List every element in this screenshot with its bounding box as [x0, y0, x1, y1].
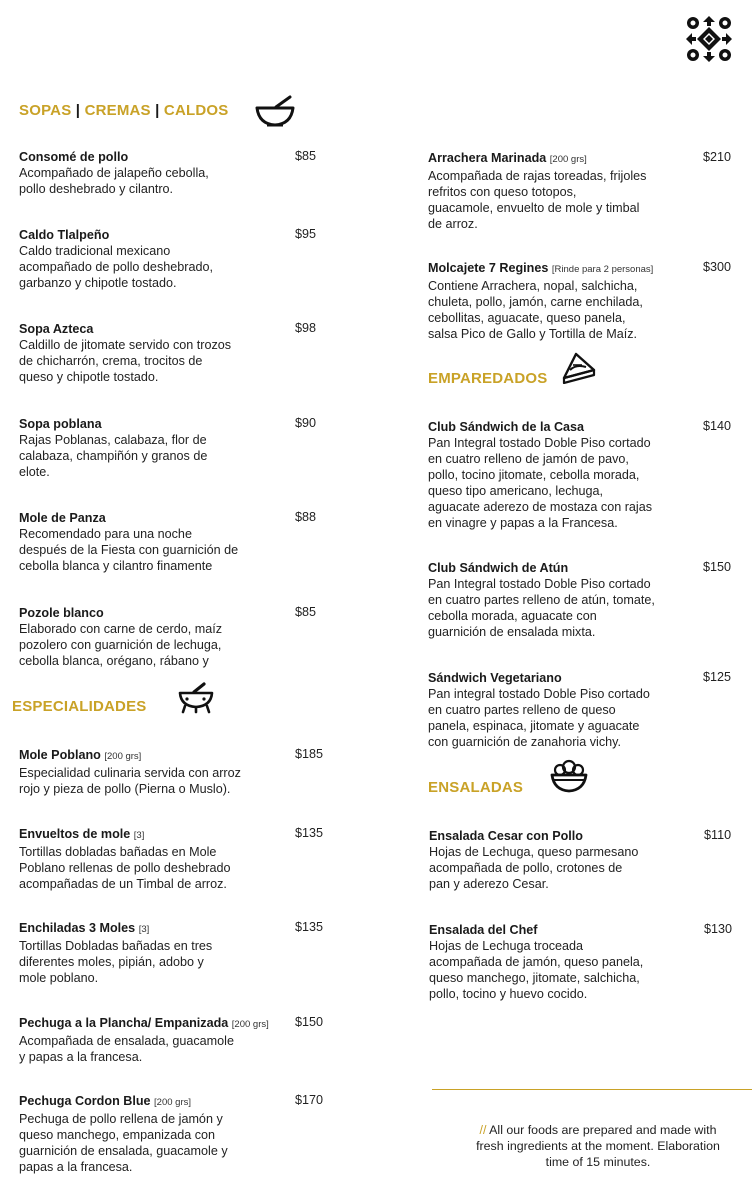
menu-item-description: Rajas Poblanas, calabaza, flor de — [19, 433, 207, 447]
menu-item-portion: [200 grs] — [231, 1019, 269, 1030]
menu-item-price: $135 — [295, 920, 324, 934]
menu-item-description: cebollitas, aguacate, queso panela, — [428, 311, 626, 326]
menu-item-description: Caldo tradicional mexicano — [19, 244, 171, 258]
menu-item-description: cebolla blanca y cilantro finamente — [19, 559, 213, 574]
menu-item-name — [19, 510, 238, 526]
section-label-cremas: CREMAS — [84, 102, 151, 119]
menu-item-description: acompañada de jamón, queso panela, — [429, 955, 644, 970]
menu-item-price: $95 — [295, 227, 317, 241]
menu-item-price: $150 — [703, 560, 732, 574]
menu-item-price: $125 — [703, 670, 732, 684]
menu-item-title: Club Sándwich de Atún — [428, 561, 569, 575]
section-title-emparedados: EMPAREDADOS — [428, 370, 548, 387]
menu-item — [19, 321, 231, 385]
menu-item-name — [19, 826, 230, 844]
menu-item-description: queso manchego, empanizada con — [19, 1128, 216, 1143]
menu-item-description: queso tipo americano, lechuga, — [428, 484, 604, 499]
menu-item-description: Acompañada de ensalada, guacamole — [19, 1034, 234, 1048]
menu-item-name — [19, 1093, 228, 1111]
menu-item-description: Especialidad culinaria servida con arroz — [19, 766, 241, 780]
menu-item-title: Consomé de pollo — [19, 150, 129, 164]
section-separator: | — [75, 102, 81, 119]
menu-item-name — [19, 149, 209, 165]
menu-item-description: Acompañada de rajas toreadas, frijoles — [428, 169, 647, 183]
menu-item-description: mole poblano. — [19, 971, 99, 986]
menu-item-description: Recomendado para una noche — [19, 527, 192, 541]
menu-item-description: aguacate aderezo de mostaza con rajas — [428, 500, 653, 515]
menu-item-title: Club Sándwich de la Casa — [428, 420, 585, 434]
menu-item-description: acompañado de pollo deshebrado, — [19, 260, 213, 275]
menu-item-portion: [200 grs] — [549, 154, 587, 165]
menu-item-description: en cuatro relleno de jamón de pavo, — [428, 452, 629, 467]
menu-item-price: $130 — [704, 922, 733, 936]
section-title-especialidades: ESPECIALIDADES — [12, 698, 147, 715]
footer-line: fresh ingredients at the moment. Elaboration — [476, 1139, 720, 1154]
menu-item-portion: [3] — [133, 830, 145, 841]
menu-item-title: Ensalada Cesar con Pollo — [429, 829, 583, 843]
menu-item-name — [428, 150, 646, 168]
menu-item-description: Hojas de Lechuga, queso parmesano — [429, 845, 639, 859]
menu-item-title: Envueltos de mole — [19, 827, 131, 841]
menu-item-description: en vinagre y papas a la Francesa. — [428, 516, 618, 531]
menu-item-description: panela, espinaca, jitomate y aguacate — [428, 719, 640, 734]
menu-item-description: salsa Pico de Gallo y Tortilla de Maíz. — [428, 327, 638, 342]
menu-item-name — [19, 1015, 269, 1033]
menu-item-description: de arroz. — [428, 217, 478, 232]
menu-item-description: Hojas de Lechuga troceada — [429, 939, 584, 953]
menu-item-portion: [3] — [138, 924, 150, 935]
menu-item-name — [428, 560, 655, 576]
menu-item-price: $140 — [703, 419, 732, 433]
menu-item-price: $135 — [295, 826, 324, 840]
menu-item — [19, 605, 222, 669]
menu-item-title: Ensalada del Chef — [429, 923, 538, 937]
menu-item-price: $150 — [295, 1015, 324, 1029]
menu-item-description: Poblano rellenas de pollo deshebrado — [19, 861, 231, 876]
menu-item — [428, 670, 650, 750]
menu-item — [19, 416, 207, 480]
footer-line: time of 15 minutes. — [545, 1155, 651, 1170]
menu-item-name — [429, 828, 638, 844]
menu-item-portion: [Rinde para 2 personas] — [551, 264, 654, 275]
menu-item-description: Tortillas Dobladas bañadas en tres — [19, 939, 213, 953]
section-label-sopas: SOPAS — [19, 102, 72, 119]
menu-item-description: refritos con queso totopos, — [428, 185, 577, 200]
menu-item-description: pollo, tocino jitomate, cebolla morada, — [428, 468, 640, 483]
footer-slash: // — [479, 1123, 487, 1137]
menu-item-description: en cuatro partes relleno de queso — [428, 703, 616, 718]
menu-item-title: Pechuga Cordon Blue — [19, 1094, 151, 1108]
menu-item — [19, 510, 238, 574]
menu-item — [429, 828, 638, 892]
menu-item — [19, 747, 241, 797]
menu-item-description: diferentes moles, pipián, adobo y — [19, 955, 204, 970]
menu-item-price: $98 — [295, 321, 317, 335]
menu-item-description: guarnición de ensalada mixta. — [428, 625, 596, 640]
soup-bowl-icon — [254, 94, 296, 128]
menu-item-portion: [200 grs] — [154, 1097, 192, 1108]
menu-item-description: Elaborado con carne de cerdo, maíz — [19, 622, 223, 636]
menu-item — [19, 149, 209, 197]
menu-item-name — [19, 747, 241, 765]
menu-item-title: Mole Poblano — [19, 748, 101, 762]
menu-item-price: $185 — [295, 747, 324, 761]
menu-item-description: Acompañado de jalapeño cebolla, — [19, 166, 209, 180]
menu-item-price: $210 — [703, 150, 732, 164]
menu-item-description: y papas a la francesa. — [19, 1050, 143, 1065]
menu-item-description: pan y aderezo Cesar. — [429, 877, 549, 892]
menu-item-description: pollo deshebrado y cilantro. — [19, 182, 174, 197]
menu-item-title: Caldo Tlalpeño — [19, 228, 110, 242]
menu-item-description: rojo y pieza de pollo (Pierna o Muslo). — [19, 782, 231, 797]
menu-item-description: chuleta, pollo, jamón, carne enchilada, — [428, 295, 643, 310]
menu-item-title: Pechuga a la Plancha/ Empanizada — [19, 1016, 229, 1030]
section-title-ensaladas: ENSALADAS — [428, 779, 524, 796]
menu-item-price: $170 — [295, 1093, 324, 1107]
menu-item-description: con guarnición de zanahoria vichy. — [428, 735, 621, 750]
menu-item-title: Sopa Azteca — [19, 322, 94, 336]
menu-item-title: Molcajete 7 Regines — [428, 261, 549, 275]
footer-line — [452, 1122, 744, 1138]
menu-item-title: Arrachera Marinada — [428, 151, 547, 165]
menu-item — [429, 922, 643, 1002]
menu-item-title: Sándwich Vegetariano — [428, 671, 562, 685]
menu-item-description: cebolla blanca, orégano, rábano y — [19, 654, 209, 669]
menu-item-name — [428, 670, 650, 686]
menu-item-description: calabaza, champiñón y granos de — [19, 449, 208, 464]
menu-item-title: Pozole blanco — [19, 606, 104, 620]
salad-bowl-icon — [548, 758, 590, 794]
menu-item-description: acompañadas de un Timbal de arroz. — [19, 877, 227, 892]
ornament-logo-icon — [684, 14, 734, 64]
menu-item-name — [428, 419, 652, 435]
menu-item — [428, 419, 652, 532]
menu-item-name — [19, 321, 231, 337]
menu-item — [19, 1093, 228, 1175]
menu-item-description: guarnición de ensalada, guacamole y — [19, 1144, 228, 1159]
section-label-caldos: CALDOS — [163, 102, 229, 119]
menu-item-price: $300 — [703, 260, 732, 274]
menu-item-name — [19, 920, 212, 938]
menu-item-name — [19, 605, 222, 621]
menu-item-portion: [200 grs] — [104, 751, 142, 762]
molcajete-icon — [176, 682, 216, 714]
menu-item-description: después de la Fiesta con guarnición de — [19, 543, 239, 558]
menu-item-description: queso manchego, jitomate, salchicha, — [429, 971, 640, 986]
menu-item-price: $85 — [295, 149, 317, 163]
footer-divider — [432, 1089, 752, 1090]
menu-item — [428, 260, 653, 342]
menu-item-description: elote. — [19, 465, 50, 480]
menu-item — [428, 150, 646, 232]
menu-item — [19, 920, 212, 986]
menu-item-title: Sopa poblana — [19, 417, 102, 431]
menu-item-description: Pan Integral tostado Doble Piso cortado — [428, 436, 651, 450]
menu-item-description: Pan Integral tostado Doble Piso cortado — [428, 577, 651, 591]
sandwich-icon — [560, 350, 598, 384]
menu-item-description: pollo, tocino y huevo cocido. — [429, 987, 588, 1002]
menu-item-name — [19, 416, 207, 432]
menu-item — [19, 1015, 269, 1065]
menu-item-description: Caldillo de jitomate servido con trozos — [19, 338, 232, 352]
menu-item — [19, 227, 213, 291]
menu-item-name — [429, 922, 643, 938]
menu-item-description: acompañada de pollo, crotones de — [429, 861, 623, 876]
menu-item-description: Contiene Arrachera, nopal, salchicha, — [428, 279, 638, 293]
footer-line-text: All our foods are prepared and made with — [489, 1123, 717, 1137]
menu-item — [19, 826, 230, 892]
menu-item-description: Tortillas dobladas bañadas en Mole — [19, 845, 217, 859]
menu-item-description: garbanzo y chipotle tostado. — [19, 276, 177, 291]
menu-item-description: pozolero con guarnición de lechuga, — [19, 638, 222, 653]
menu-item-name — [428, 260, 653, 278]
menu-item-description: queso y chipotle tostado. — [19, 370, 159, 385]
menu-item-price: $88 — [295, 510, 317, 524]
footer-note — [452, 1122, 744, 1171]
menu-item-description: cebolla morada, aguacate con — [428, 609, 597, 624]
menu-item-price: $85 — [295, 605, 317, 619]
menu-item — [428, 560, 655, 640]
section-title-sopas — [19, 102, 228, 119]
menu-item-price: $90 — [295, 416, 317, 430]
section-separator: | — [155, 102, 160, 119]
menu-item-name — [19, 227, 213, 243]
menu-item-description: Pan integral tostado Doble Piso cortado — [428, 687, 650, 701]
menu-item-description: guacamole, envuelto de mole y timbal — [428, 201, 640, 216]
menu-item-description: de chicharrón, crema, trocitos de — [19, 354, 203, 369]
menu-item-price: $110 — [704, 828, 732, 842]
menu-item-title: Mole de Panza — [19, 511, 106, 525]
menu-item-description: en cuatro partes relleno de atún, tomate, — [428, 593, 655, 608]
menu-item-title: Enchiladas 3 Moles — [19, 921, 136, 935]
menu-item-description: papas a la francesa. — [19, 1160, 133, 1175]
menu-item-description: Pechuga de pollo rellena de jamón y — [19, 1112, 223, 1126]
